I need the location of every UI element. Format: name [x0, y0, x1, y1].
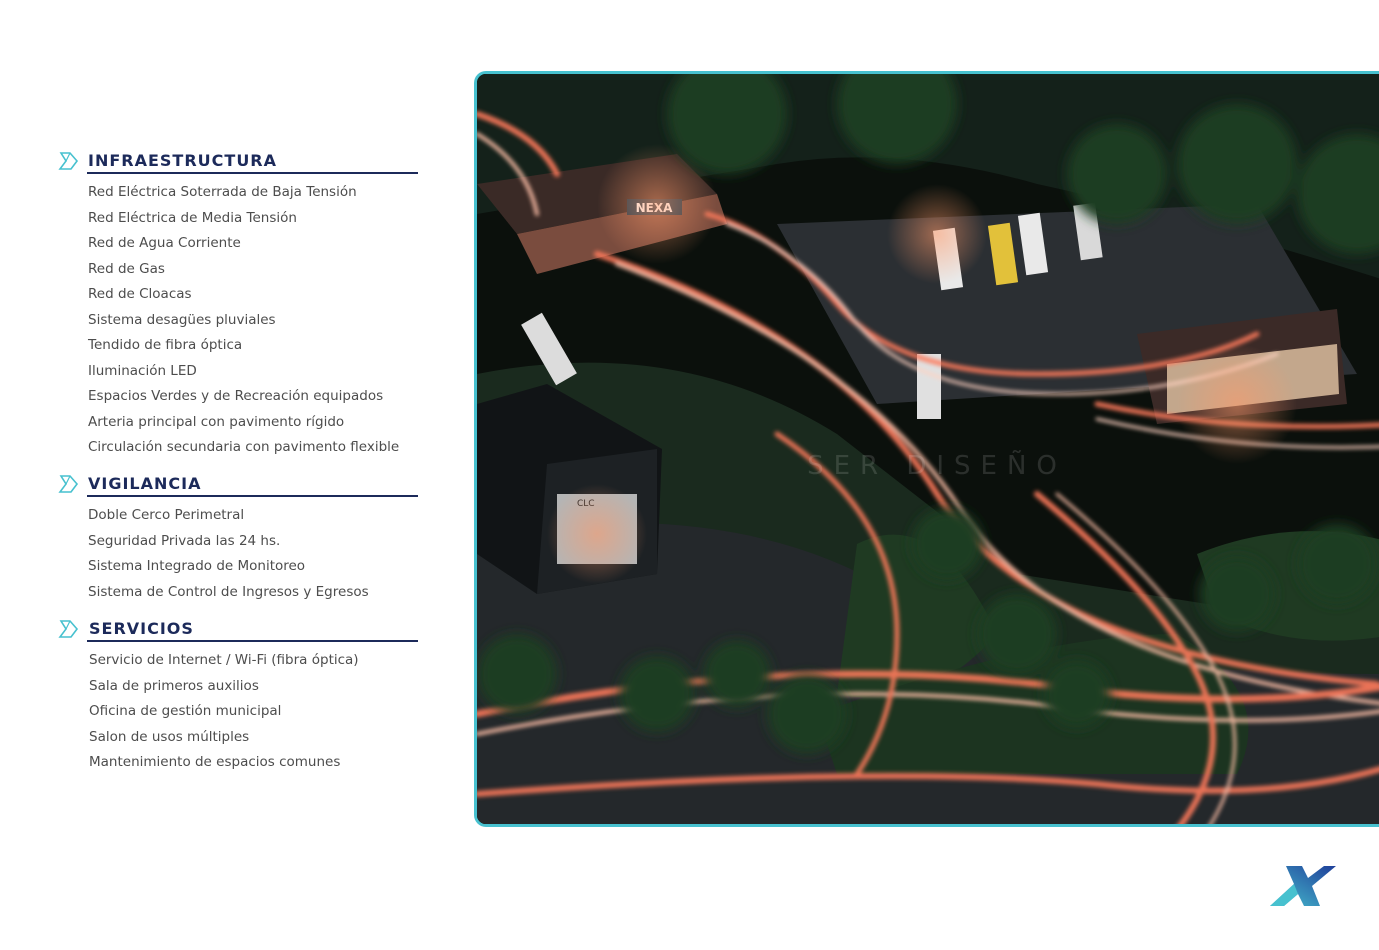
list-item: Red de Gas — [88, 260, 165, 277]
list-item: Seguridad Privada las 24 hs. — [88, 532, 281, 549]
list-item: Red de Cloacas — [88, 286, 192, 302]
aerial-rendering — [474, 71, 1379, 827]
list-item: Doble Cerco Perimetral — [88, 507, 245, 523]
rendering-illustration — [477, 74, 1379, 827]
section-header — [58, 471, 418, 497]
list-item: Salon de usos múltiples — [89, 728, 250, 745]
section-header — [58, 148, 418, 174]
section-title: VIGILANCIA — [88, 474, 202, 493]
list-item: Sala de primeros auxilios — [89, 677, 259, 694]
section-title: SERVICIOS — [89, 619, 194, 638]
section-header — [58, 616, 418, 642]
item-list — [58, 180, 418, 461]
x-bracket-icon — [58, 473, 80, 493]
list-item: Red Eléctrica Soterrada de Baja Tensión — [88, 184, 357, 200]
x-bracket-icon — [58, 150, 80, 170]
list-item: Sistema desagües pluviales — [88, 311, 276, 328]
list-item: Circulación secundaria con pavimento flexible — [88, 439, 400, 455]
list-item: Tendido de fibra óptica — [88, 337, 243, 353]
item-list — [58, 648, 418, 776]
section-infraestructura — [58, 148, 418, 461]
list-item: Sistema Integrado de Monitoreo — [88, 558, 306, 574]
watermark: SER DISEÑO — [807, 451, 1067, 481]
section-servicios — [58, 616, 418, 776]
list-item: Arteria principal con pavimento rígido — [88, 413, 345, 430]
divider — [87, 172, 418, 174]
x-bracket-icon — [58, 618, 80, 638]
list-item: Red de Agua Corriente — [88, 235, 241, 251]
list-item: Espacios Verdes y de Recreación equipados — [88, 388, 384, 404]
list-item: Red Eléctrica de Media Tensión — [88, 209, 297, 226]
list-item: Servicio de Internet / Wi-Fi (fibra óptica) — [89, 652, 359, 668]
list-item: Mantenimiento de espacios comunes — [89, 754, 341, 770]
section-vigilancia — [58, 471, 418, 605]
divider — [87, 640, 418, 642]
section-title: INFRAESTRUCTURA — [88, 151, 278, 170]
item-list — [58, 503, 418, 605]
divider — [87, 495, 418, 497]
list-item: Oficina de gestión municipal — [89, 703, 282, 719]
x-logo-icon — [1266, 864, 1338, 908]
list-item: Iluminación LED — [88, 362, 197, 379]
list-item: Sistema de Control de Ingresos y Egresos — [88, 583, 369, 600]
